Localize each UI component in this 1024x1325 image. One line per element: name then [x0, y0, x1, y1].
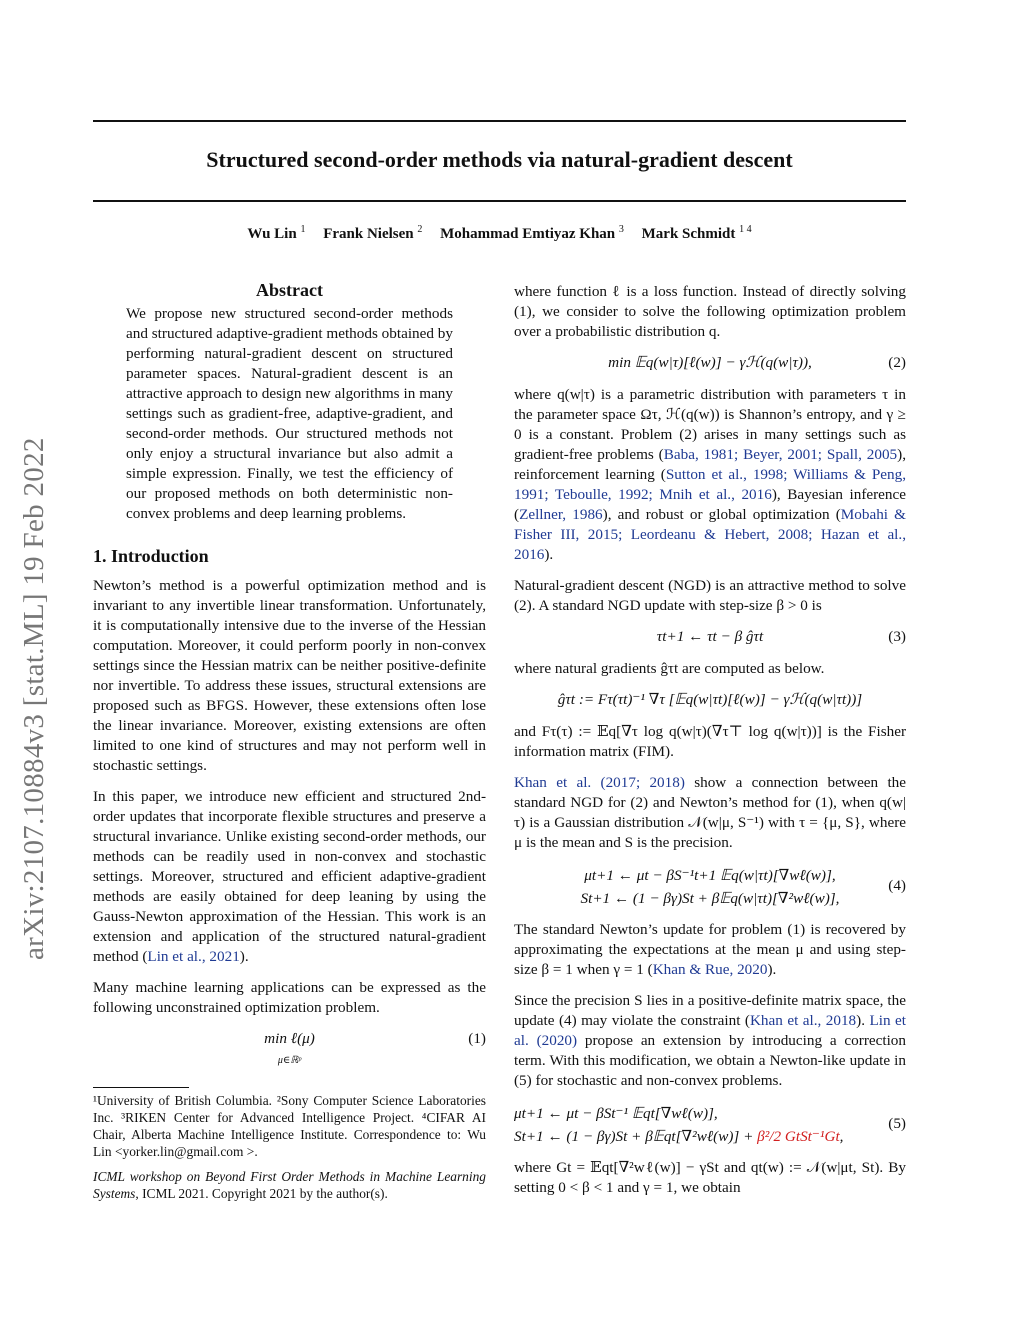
abstract-text: We propose new structured second-order methods and structured adaptive-gradient methods obtained by performing natural-gradient descent on structured parameter spaces. Natural-gradient descent is an attractive approach to design new algorithms in many settings such as gradient-free, adaptive-gradient, and second-order methods. Our structured methods not only enjoy a structural invariance but also admit a simple expression. Finally, we test the efficiency of our proposed methods on both deterministic non-convex problems and deep learning problems. — [126, 305, 453, 522]
equation-2: min 𝔼q(w|τ)[ℓ(w)] − γℋ(q(w|τ)), (2) — [608, 354, 906, 371]
equation-natural-gradient: ĝτt := Fτ(τt)⁻¹ ∇τ [𝔼q(w|τt)[ℓ(w)] − γℋ(q(w|τt))] — [557, 691, 863, 708]
intro-paragraph-1: Newton’s method is a powerful optimization method and is invariant to any invertible linear transformation. Unfortunately, it is computationally intensive due to the inverse of the Hessian computation. Moreover, it could perform poorly in non-convex settings since the Hessian matrix can be neither positive-definite nor invertible. To address these issues, structural extensions are proposed such as BFGS. However, these extensions often lose the linear invariance. Moreover, existing extensions are often limited to one kind of structures and may not perform well in stochastic settings. — [93, 577, 486, 774]
paper-title: Structured second-order methods via natural-gradient descent — [206, 147, 793, 172]
affiliation-footnote: ¹University of British Columbia. ²Sony Computer Science Laboratories Inc. ³RIKEN Center for Advanced Intelligence Project. ⁴CIFAR AI Chair, Alberta Machine Intelligence Institute. Correspondence to: Wu Lin <yorker.lin@gmail.com >. — [93, 1093, 486, 1159]
venue-footnote: ICML workshop on Beyond First Order Methods in Machine Learning Systems, ICML 2021. Copyright 2021 by the author(s). — [93, 1169, 486, 1201]
author: Mark Schmidt $^{1 4}$ — [641, 224, 752, 242]
footnote-rule — [93, 1087, 189, 1088]
title-rule-top — [93, 120, 906, 122]
author: Wu Lin $^1$ — [247, 224, 306, 242]
right-paragraph-8: Since the precision S lies in a positive-definite matrix space, the update (4) may violate the constraint (Khan et al., 2018). Lin et al. (2020) propose an extension by introducing a correction term. With this modification, we obtain a Newton-like update in (5) for stochastic and non-convex problems. — [514, 992, 906, 1089]
citation-link[interactable]: Baba, 1981; Beyer, 2001; Spall, 2005 — [663, 446, 898, 463]
citation-link[interactable]: Mobahi & Fisher III, 2015; Leordeanu & Hebert, 2008; Hazan et al., 2016 — [514, 506, 906, 563]
equation-number: (4) — [888, 877, 906, 894]
author-list — [93, 224, 906, 243]
author: Frank Nielsen $^2$ — [323, 224, 423, 242]
right-paragraph-9: where Gt = 𝔼qt[∇²wℓ(w)] − γSt and qt(w) := 𝒩(w|μt, St). By setting 0 < β < 1 and γ = 1, we obtain — [514, 1159, 906, 1196]
equation-number: (5) — [888, 1115, 906, 1132]
right-paragraph-1: where function ℓ is a loss function. Instead of directly solving (1), we consider to solve the following optimization problem over a probabilistic distribution q. — [514, 283, 906, 340]
right-paragraph-6: Khan et al. (2017; 2018) show a connection between the standard NGD for (2) and Newton’s method for (1), when q(w|τ) is a Gaussian distribution 𝒩(w|μ, S⁻¹) with τ = {μ, S}, where μ is the mean and S is the precision. — [514, 774, 906, 851]
right-paragraph-2: where q(w|τ) is a parametric distribution with parameters τ in the parameter space Ωτ, ℋ(q(w)) is Shannon’s entropy, and γ ≥ 0 is a constant. Problem (2) arises in many settings such as gradient-free problems (Baba, 1981; Beyer, 2001; Spall, 2005), reinforcement learning (Sutton et al., 1998; Williams & Peng, 1991; Teboulle, 1992; Mnih et al., 2016), Bayesian inference (Zellner, 1986), and robust or global optimization (Mobahi & Fisher III, 2015; Leordeanu & Hebert, 2008; Hazan et al., 2016). — [514, 386, 906, 563]
citation-link[interactable]: Sutton et al., 1998; Williams & Peng, 1991; Teboulle, 1992; Mnih et al., 2016 — [514, 466, 906, 503]
arxiv-side-stamp: arXiv:2107.10884v3 [stat.ML] 19 Feb 2022 — [18, 437, 50, 960]
abstract-heading: Abstract — [256, 280, 323, 300]
right-paragraph-3: Natural-gradient descent (NGD) is an attractive method to solve (2). A standard NGD update with step-size β > 0 is — [514, 577, 906, 614]
intro-heading: 1. Introduction — [93, 546, 209, 566]
equation-number: (2) — [888, 354, 906, 371]
equation-number: (3) — [888, 628, 906, 645]
equation-5: μt+1 ← μt − βSt⁻¹ 𝔼qt[∇wℓ(w)], St+1 ← (1 − βγ)St + β𝔼qt[∇²wℓ(w)] + β²/2 GtSt⁻¹Gt, (5) — [514, 1105, 906, 1145]
equation-3: τt+1 ← τt − β ĝτt (3) — [656, 628, 906, 645]
intro-paragraph-3: Many machine learning applications can be expressed as the following unconstrained optimization problem. — [93, 979, 486, 1016]
right-paragraph-4: where natural gradients ĝτt are computed as below. — [514, 660, 825, 677]
citation-link[interactable]: Khan et al. (2017; 2018) — [514, 774, 685, 791]
title-rule-bottom — [93, 200, 906, 202]
citation-link[interactable]: Khan & Rue, 2020 — [652, 961, 768, 978]
author: Mohammad Emtiyaz Khan $^3$ — [440, 224, 624, 242]
citation-link[interactable]: Lin et al. (2020) — [514, 1012, 906, 1049]
right-paragraph-7: The standard Newton’s update for problem (1) is recovered by approximating the expectations at the mean μ and using step-size β = 1 when γ = 1 (Khan & Rue, 2020). — [514, 921, 906, 978]
citation-link[interactable]: Khan et al., 2018 — [749, 1012, 857, 1029]
right-paragraph-5: and Fτ(τ) := 𝔼q[∇τ log q(w|τ)(∇τ⊤ log q(w|τ))] is the Fisher information matrix (FIM). — [514, 723, 906, 760]
intro-paragraph-2: In this paper, we introduce new efficient and structured 2nd-order updates that incorporate flexible structures and preserve a structural invariance. Unlike existing second-order methods, our methods can be readily used in non-convex and stochastic settings. Moreover, structured and efficient adaptive-gradient methods are easily obtained for deep leaning by using the Gauss-Newton approximation of the Hessian. This work is an extension and application of the structured natural-gradient method (Lin et al., 2021). — [93, 788, 486, 965]
correction-term: β²/2 GtSt⁻¹Gt — [757, 1128, 840, 1145]
equation-4: μt+1 ← μt − βS⁻¹t+1 𝔼q(w|τt)[∇wℓ(w)], St+1 ← (1 − βγ)St + β𝔼q(w|τt)[∇²wℓ(w)], (4) — [580, 867, 906, 907]
equation-1: min ℓ(μ) μ∈ℝᵖ (1) — [264, 1030, 486, 1066]
right-column — [514, 282, 906, 1209]
citation-link[interactable]: Zellner, 1986 — [519, 506, 603, 523]
equation-number: (1) — [468, 1030, 486, 1047]
citation-link[interactable]: Lin et al., 2021 — [147, 948, 240, 965]
left-column — [93, 280, 486, 1210]
